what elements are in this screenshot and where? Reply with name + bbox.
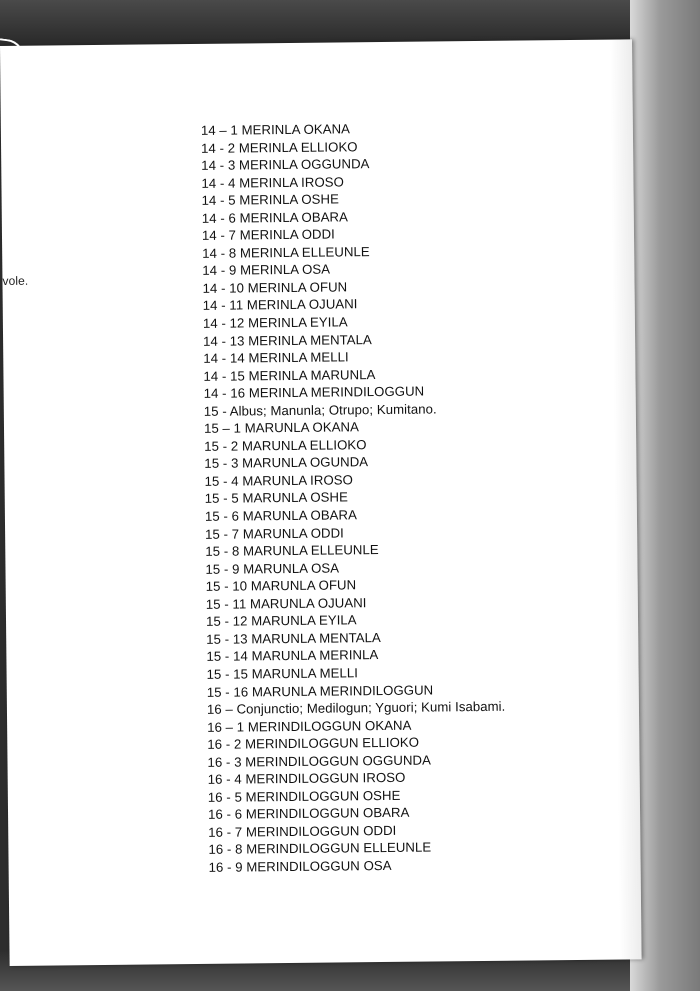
list-item: 14 - 15 MERINLA MARUNLA <box>203 366 376 384</box>
list-item: 14 – 1 MERINLA OKANA <box>200 121 351 138</box>
document-page <box>0 39 642 966</box>
list-item: 16 - 9 MERINDILOGGUN OSA <box>208 857 392 875</box>
list-item: 14 - 3 MERINLA OGGUNDA <box>201 156 370 173</box>
list-item: 16 - 5 MERINDILOGGUN OSHE <box>207 787 401 805</box>
list-item: 15 - 6 MARUNLA OBARA <box>204 507 357 524</box>
list-item: 14 - 16 MERINLA MERINDILOGGUN <box>203 383 425 402</box>
list-item: 15 - 7 MARUNLA ODDI <box>205 525 344 542</box>
list-item: 16 - 2 MERINDILOGGUN ELLIOKO <box>207 734 420 753</box>
list-item: 16 - 8 MERINDILOGGUN ELLEUNLE <box>208 839 432 858</box>
list-item: 16 - 6 MERINDILOGGUN OBARA <box>207 805 410 823</box>
list-item: 15 - 13 MARUNLA MENTALA <box>206 629 381 647</box>
list-item: 15 - 5 MARUNLA OSHE <box>204 489 348 507</box>
list-item: 14 - 4 MERINLA IROSO <box>201 174 344 191</box>
list-item: 15 - 11 MARUNLA OJUANI <box>205 594 367 612</box>
list-item: 14 - 7 MERINLA ODDI <box>201 226 335 244</box>
list-item: 15 - 4 MARUNLA IROSO <box>204 472 353 489</box>
list-item: 16 – 1 MERINDILOGGUN OKANA <box>207 717 412 735</box>
list-item: 14 - 13 MERINLA MENTALA <box>203 331 372 349</box>
list-item: 16 – Conjunctio; Medilogun; Yguori; Kumi Isabami. <box>206 698 506 717</box>
scan-right-edge <box>630 0 700 991</box>
list-item: 15 - 15 MARUNLA MELLI <box>206 665 358 682</box>
list-item: 14 - 12 MERINLA EYILA <box>202 314 348 331</box>
list-item: 15 - 3 MARUNLA OGUNDA <box>204 454 369 472</box>
list-item: 15 - 16 MARUNLA MERINDILOGGUN <box>206 681 434 700</box>
list-item: 14 - 5 MERINLA OSHE <box>201 191 339 209</box>
list-item: 15 - 12 MARUNLA EYILA <box>205 612 357 630</box>
list-item: 16 - 7 MERINDILOGGUN ODDI <box>208 822 397 840</box>
list-item: 14 - 10 MERINLA OFUN <box>202 279 348 296</box>
list-item: 15 - Albus; Manunla; Otrupo; Kumitano. <box>203 401 437 419</box>
list-item: 16 - 3 MERINDILOGGUN OGGUNDA <box>207 752 432 770</box>
list-item: 15 - 8 MARUNLA ELLEUNLE <box>205 542 379 560</box>
list-item: 14 - 11 MERINLA OJUANI <box>202 296 358 314</box>
list-item: 14 - 6 MERINLA OBARA <box>201 209 349 226</box>
list-item: 15 - 10 MARUNLA OFUN <box>205 577 357 595</box>
list-item: 16 - 4 MERINDILOGGUN IROSO <box>207 770 406 788</box>
list-item: 14 - 2 MERINLA ELLIOKO <box>201 138 358 156</box>
list-item: 15 - 14 MARUNLA MERINLA <box>206 647 379 665</box>
list-item: 14 - 9 MERINLA OSA <box>202 261 331 279</box>
list-item: 15 - 2 MARUNLA ELLIOKO <box>204 437 367 454</box>
list-item: 14 - 8 MERINLA ELLEUNLE <box>202 243 370 261</box>
list-item: 15 – 1 MARUNLA OKANA <box>203 419 360 437</box>
list-item: 14 - 14 MERINLA MELLI <box>203 349 349 366</box>
odu-list <box>201 119 507 877</box>
left-margin-text-fragment: vole. <box>2 273 29 288</box>
list-item: 15 - 9 MARUNLA OSA <box>205 560 340 577</box>
